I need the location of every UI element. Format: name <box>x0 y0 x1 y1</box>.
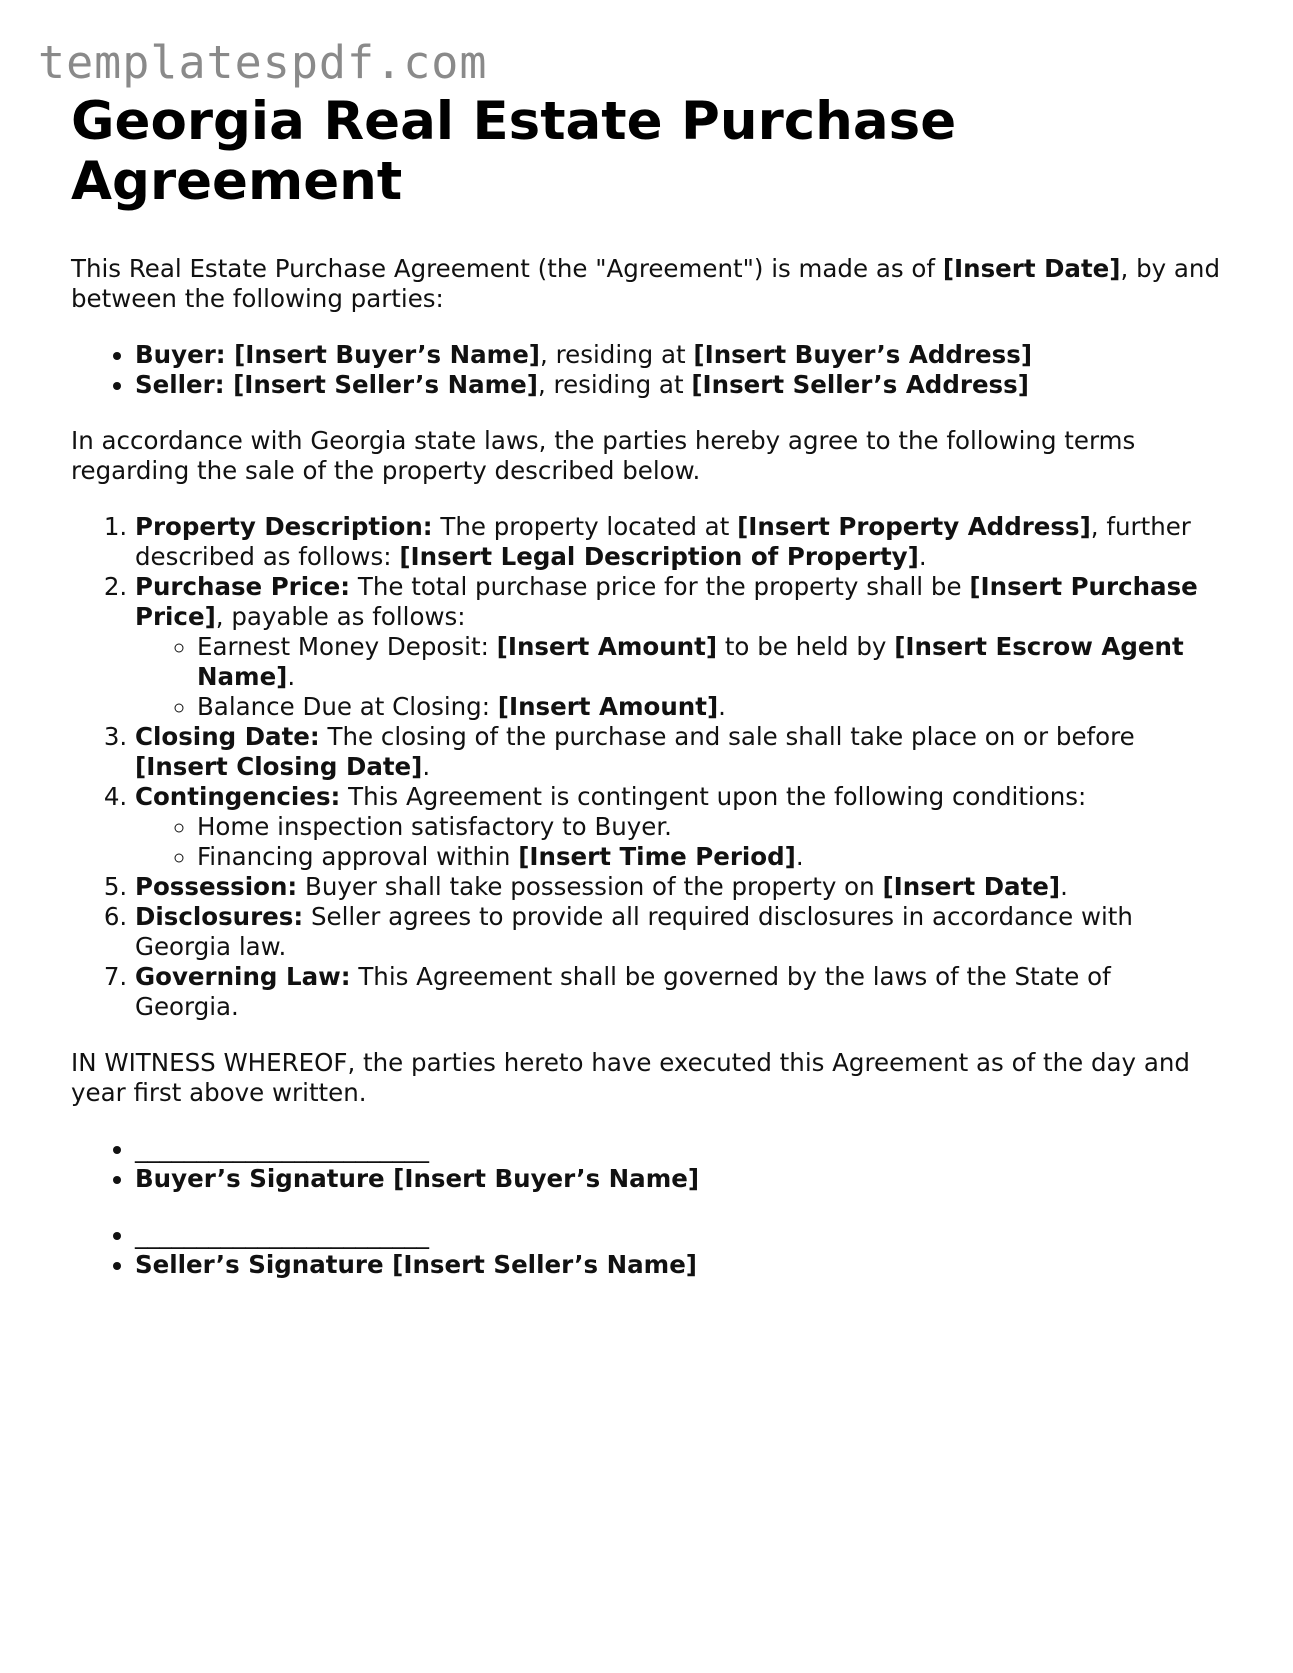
document-title: Georgia Real Estate Purchase Agreement <box>71 91 957 212</box>
earnest-money-deposit: ◦ Earnest Money Deposit: [Insert Amount] to be held by [Insert Escrow Agent Name]. <box>197 632 1221 692</box>
seller-signature-block <box>71 1220 1221 1280</box>
contingency-list <box>135 812 1221 872</box>
buyer-signature-label: • Buyer’s Signature [Insert Buyer’s Name] <box>135 1164 1221 1194</box>
witness-paragraph: IN WITNESS WHEREOF, the parties hereto have executed this Agreement as of the day and year first above written. <box>71 1048 1190 1107</box>
terms-list <box>71 512 1221 1022</box>
balance-due: ◦ Balance Due at Closing: [Insert Amount]. <box>197 692 1221 722</box>
term-property-description: 1. Property Description: The property located at [Insert Property Address], further described as follows: [Insert Legal Description of Property]. <box>135 512 1221 572</box>
term-governing-law: 7. Governing Law: This Agreement shall be governed by the laws of the State of Georgia. <box>135 962 1221 1022</box>
buyer-party: • Buyer: [Insert Buyer’s Name], residing at [Insert Buyer’s Address] <box>135 340 1221 370</box>
seller-signature-line: • ________________________ <box>135 1220 1221 1250</box>
seller-signature-label: • Seller’s Signature [Insert Seller’s Name] <box>135 1250 1221 1280</box>
intro-paragraph: This Real Estate Purchase Agreement (the "Agreement") is made as of [Insert Date], by and between the following parties: <box>71 254 1221 313</box>
document-page <box>71 92 1221 1280</box>
watermark: templatespdf.com <box>38 36 488 89</box>
buyer-address-placeholder: [Insert Buyer’s Address] <box>693 340 1033 369</box>
home-inspection: ◦ Home inspection satisfactory to Buyer. <box>197 812 1221 842</box>
financing-approval: ◦ Financing approval within [Insert Time Period]. <box>197 842 1221 872</box>
laws-paragraph: In accordance with Georgia state laws, the parties hereby agree to the following terms regarding the sale of the property described below. <box>71 426 1136 485</box>
parties-list <box>71 340 1221 400</box>
payment-list <box>135 632 1221 722</box>
agreement-date-placeholder: [Insert Date] <box>942 254 1121 283</box>
seller-party: • Seller: [Insert Seller’s Name], residing at [Insert Seller’s Address] <box>135 370 1221 400</box>
buyer-signature-line: • ________________________ <box>135 1134 1221 1164</box>
term-possession: 5. Possession: Buyer shall take possession of the property on [Insert Date]. <box>135 872 1221 902</box>
buyer-signature-block <box>71 1134 1221 1194</box>
seller-address-placeholder: [Insert Seller’s Address] <box>691 370 1029 399</box>
term-closing-date: 3. Closing Date: The closing of the purchase and sale shall take place on or before [Insert Closing Date]. <box>135 722 1221 782</box>
term-contingencies: 4. Contingencies: This Agreement is contingent upon the following conditions: ◦ Home inspection satisfactory to Buyer. ◦ Financing approval within [Insert Time Period]. <box>135 782 1221 872</box>
term-purchase-price: 2. Purchase Price: The total purchase price for the property shall be [Insert Purchase Price], payable as follows: ◦ Earnest Money Deposit: [Insert Amount] to be held by [Insert Escrow Agent Name]. ◦ Balance Due at Closing: [Insert Amount]. <box>135 572 1221 722</box>
term-disclosures: 6. Disclosures: Seller agrees to provide all required disclosures in accordance with Georgia law. <box>135 902 1221 962</box>
